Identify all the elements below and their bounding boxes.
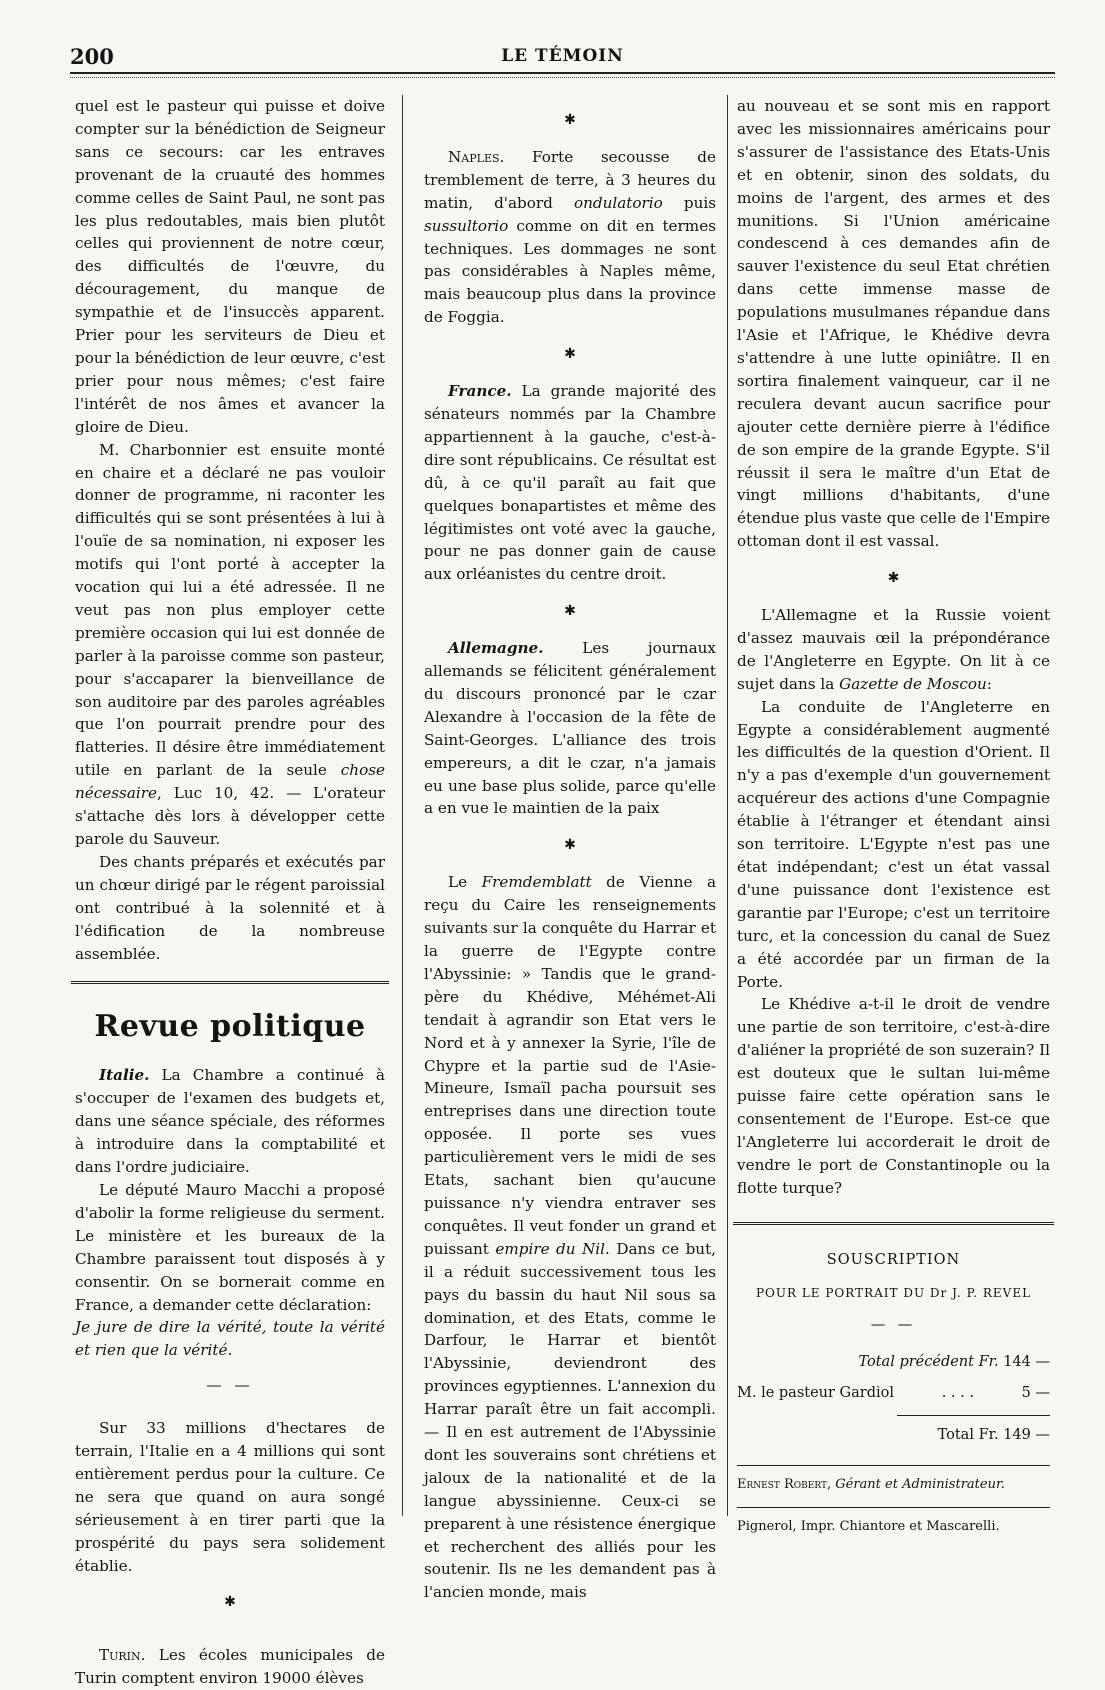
paragraph-abyssinie: au nouveau et se sont mis en rapport avec les missionnaires américains pour s'assurer de l'assistance des Etats-Unis et en obtenir, sinon des soldats, du moins de l'argent, des armes et des munitions. Si l'Union américaine condescend à ces demandes afin de sauver l'existence du seul Etat chrétien dans cette immense masse de populations musulmanes répandue dans l'Asie et l'Afrique, le Khédive devra s'attendre à une lutte opiniâtre. Il en sortira finalement vainqueur, car il ne reculera devant aucun sacrifice pour ajouter cette dernière pierre à l'édifice de son empire de la grande Egypte. S'il réussit il sera le maître d'un Etat de vingt millions d'habitants, d'une étendue plus vaste que celle de l'Empire ottoman dont il est vassal. — [737, 97, 1050, 551]
paragraph-macchi: Le député Mauro Macchi a proposé d'abolir la forme religieuse du serment. Le ministère et les bureaux de la Chambre paraissent tout disposés à y consentir. On se bornerait comme en France, a demander cette déclaration: — [75, 1180, 385, 1314]
column-2 — [424, 95, 716, 1604]
paragraph-oath: Je jure de dire la vérité, toute la vérité et rien que la vérité. — [75, 1318, 385, 1360]
imprint-line: Pignerol, Impr. Chiantore et Mascarelli. — [737, 1518, 1000, 1534]
paragraph-france: France. La grande majorité des sénateurs nommés par la Chambre appartiennent à la gauche, c'est-à-dire sont républicains. Ce résultat est dû, à ce qu'il paraît au fait que quelques bonapartistes et même des légitimistes ont voté avec la gauche, pour ne pas donner gain de cause aux orléanistes du centre droit. — [424, 382, 716, 584]
page-header — [70, 44, 1055, 72]
paragraph-turin: Turin. Les écoles municipales de Turin comptent environ 19000 élèves — [75, 1646, 385, 1688]
paragraph-charbonnier: M. Charbonnier est ensuite monté en chaire et a déclaré ne pas vouloir donner de programme, ni raconter les difficultés qui se sont présentées à lui à l'ouïe de sa nomination, ni exposer les motifs qui l'ont porté à accepter la vocation qui lui a été adressée. Il ne veut pas non plus employer cette première occasion qui lui est donnée de parler à la paroisse comme son pasteur, pour s'accaparer la bienveillance de son auditoire par des paroles agréables que l'on pourrait prendre pour des flatteries. Il désire être immédiatement utile en parlant de la seule chose nécessaire, Luc 10, 42. — L'orateur s'attache dès lors à développer cette parole du Sauveur. — [75, 440, 385, 848]
paragraph-hectares: Sur 33 millions d'hectares de terrain, l'Italie en a 4 millions qui sont entièrement perdus pour la culture. Ce ne sera que quand on aura songé sérieusement à en tirer parti que la prospérité du pays sera solidement établie. — [75, 1419, 385, 1575]
subscription-donor-dots: . . . . — [941, 1385, 974, 1402]
paragraph-chants: Des chants préparés et exécutés par un chœur dirigé par le régent paroissial ont contribué à la solennité et à l'édification de la nombreuse assemblée. — [75, 852, 385, 963]
separator-star: ✱ — [564, 346, 576, 363]
page-number: 200 — [70, 44, 114, 69]
paragraph-conduite: La conduite de l'Angleterre en Egypte a considérablement augmenté les difficultés de la question d'Orient. Il n'y a pas d'exemple d'un gouvernement acquéreur des actions d'une Compagnie établie à l'étranger et étendant ainsi son territoire. L'Egypte n'est pas une état indépendant; c'est un état vassal d'une puissance dont l'existence est garantie par l'Europe; c'est un territoire turc, et la concession du canal de Suez a été accordée par un firman de la Porte. — [737, 697, 1050, 991]
section-rule — [71, 981, 389, 984]
subscription-donor: M. le pasteur Gardiol — [737, 1385, 894, 1402]
section-title-revue-politique: Revue politique — [94, 1009, 366, 1045]
gerant-line: Ernest Robert, Gérant et Administrateur. — [737, 1477, 1005, 1493]
column-divider-2 — [727, 95, 728, 1516]
subscription-box — [737, 1249, 1050, 1539]
subscription-total: Total Fr. 149 — — [937, 1427, 1050, 1444]
separator-star: ✱ — [224, 1594, 236, 1611]
paragraph-allemagne-russie: L'Allemagne et la Russie voient d'assez mauvais œil la prépondérance de l'Angleterre en Egypte. On lit à ce sujet dans la Gazette de Moscou: — [737, 606, 1050, 693]
paragraph-fremdemblatt: Le Fremdemblatt de Vienne a reçu du Caire les renseignements suivants sur la conquête du Harrar et la guerre de l'Egypte contre l'Abyssinie: » Tandis que le grand-père du Khédive, Méhémet-Ali tendait à agrandir son Etat vers le Nord et à y annexer la Syrie, l'île de Chypre et la partie sud de l'Asie-Mineure, Ismaïl pacha poursuit ses entreprises dans une direction toute opposée. Il porte ses vues particulièrement vers le midi de ses Etats, sachant bien qu'aucune puissance n'y viendra entraver ses conquêtes. Il veut fonder un grand et puissant empire du Nil. Dans ce but, il a réduit successivement tous les pays du bassin du haut Nil sous sa domination, et des Etats, comme le Darfour, le Harrar et bientôt l'Abyssinie, deviendront des provinces egyptiennes. L'annexion du Harrar paraît être un fait accompli. — Il en est autrement de l'Abyssinie dont les souverains sont chrétiens et jaloux de la nationalité et de la langue abyssinienne. Ceux-ci se preparent à une résistence énergique et recherchent des alliés pour les soutenir. Ils ne les demandent pas à l'ancien monde, mais — [424, 873, 716, 1602]
column-3 — [737, 95, 1050, 1539]
separator-star: ✱ — [564, 603, 576, 620]
separator-dash: — — — [206, 1376, 254, 1395]
subscription-rule — [733, 1222, 1054, 1225]
header-rule — [70, 72, 1055, 74]
subscription-donor-row — [737, 1382, 1050, 1405]
subscription-subtitle: POUR LE PORTRAIT DU Dr J. P. REVEL — [755, 1285, 1032, 1300]
subscription-dash: — — — [870, 1317, 917, 1334]
subscription-title: SOUSCRIPTION — [826, 1251, 961, 1268]
gerant-rule — [737, 1465, 1050, 1466]
separator-star: ✱ — [564, 837, 576, 854]
subscription-total-rule — [897, 1415, 1050, 1416]
header-dotted-rule — [70, 77, 1055, 78]
paragraph-prayer: quel est le pasteur qui puisse et doive compter sur la bénédiction de Seigneur sans ce secours: car les entraves provenant de la cruauté des hommes comme celles de Saint Paul, ne sont pas les plus redoutables, mais bien plutôt celles qui proviennent de notre cœur, des difficultés de l'œuvre, du découragement, du manque de sympathie et de l'insuccès apparent. Prier pour les serviteurs de Dieu et pour la bénédiction de leur œuvre, c'est prier pour nous mêmes; c'est faire l'intérêt de nos âmes et avancer la gloire de Dieu. — [75, 97, 385, 436]
imprint-rule — [737, 1507, 1050, 1508]
subscription-donor-amount: 5 — — [1021, 1385, 1050, 1402]
separator-star: ✱ — [564, 112, 576, 128]
paragraph-khedive: Le Khédive a-t-il le droit de vendre une partie de son territoire, c'est-à-dire d'aliéner la propriété de son suzerain? Il est douteux que le sultan lui-même puisse faire cette opération sans le consentement de l'Europe. Est-ce que l'Angleterre lui accorderait le droit de vendre le port de Constantinople ou la flotte turque? — [737, 995, 1050, 1197]
paragraph-italie: Italie. La Chambre a continué à s'occuper de l'examen des budgets et, dans une séance spéciale, des réformes à introduire dans la comptabilité et dans l'ordre judiciaire. — [75, 1066, 385, 1177]
column-1 — [75, 95, 385, 1690]
subscription-previous-total: Total précédent Fr. 144 — — [858, 1354, 1050, 1371]
paragraph-allemagne: Allemagne. Les journaux allemands se félicitent généralement du discours prononcé par le czar Alexandre à l'occasion de la fête de Saint-Georges. L'alliance des trois empereurs, a dit le czar, n'a jamais eu une base plus solide, parce qu'elle a en vue le maintien de la paix — [424, 639, 716, 818]
column-divider-1 — [402, 95, 403, 1516]
separator-star: ✱ — [887, 570, 900, 587]
paragraph-naples: Naples. Forte secousse de tremblement de terre, à 3 heures du matin, d'abord ondulatorio puis sussultorio comme on dit en termes techniques. Les dommages ne sont pas considérables à Naples même, mais beaucoup plus dans la province de Foggia. — [424, 147, 717, 327]
running-title: LE TÉMOIN — [501, 46, 624, 66]
